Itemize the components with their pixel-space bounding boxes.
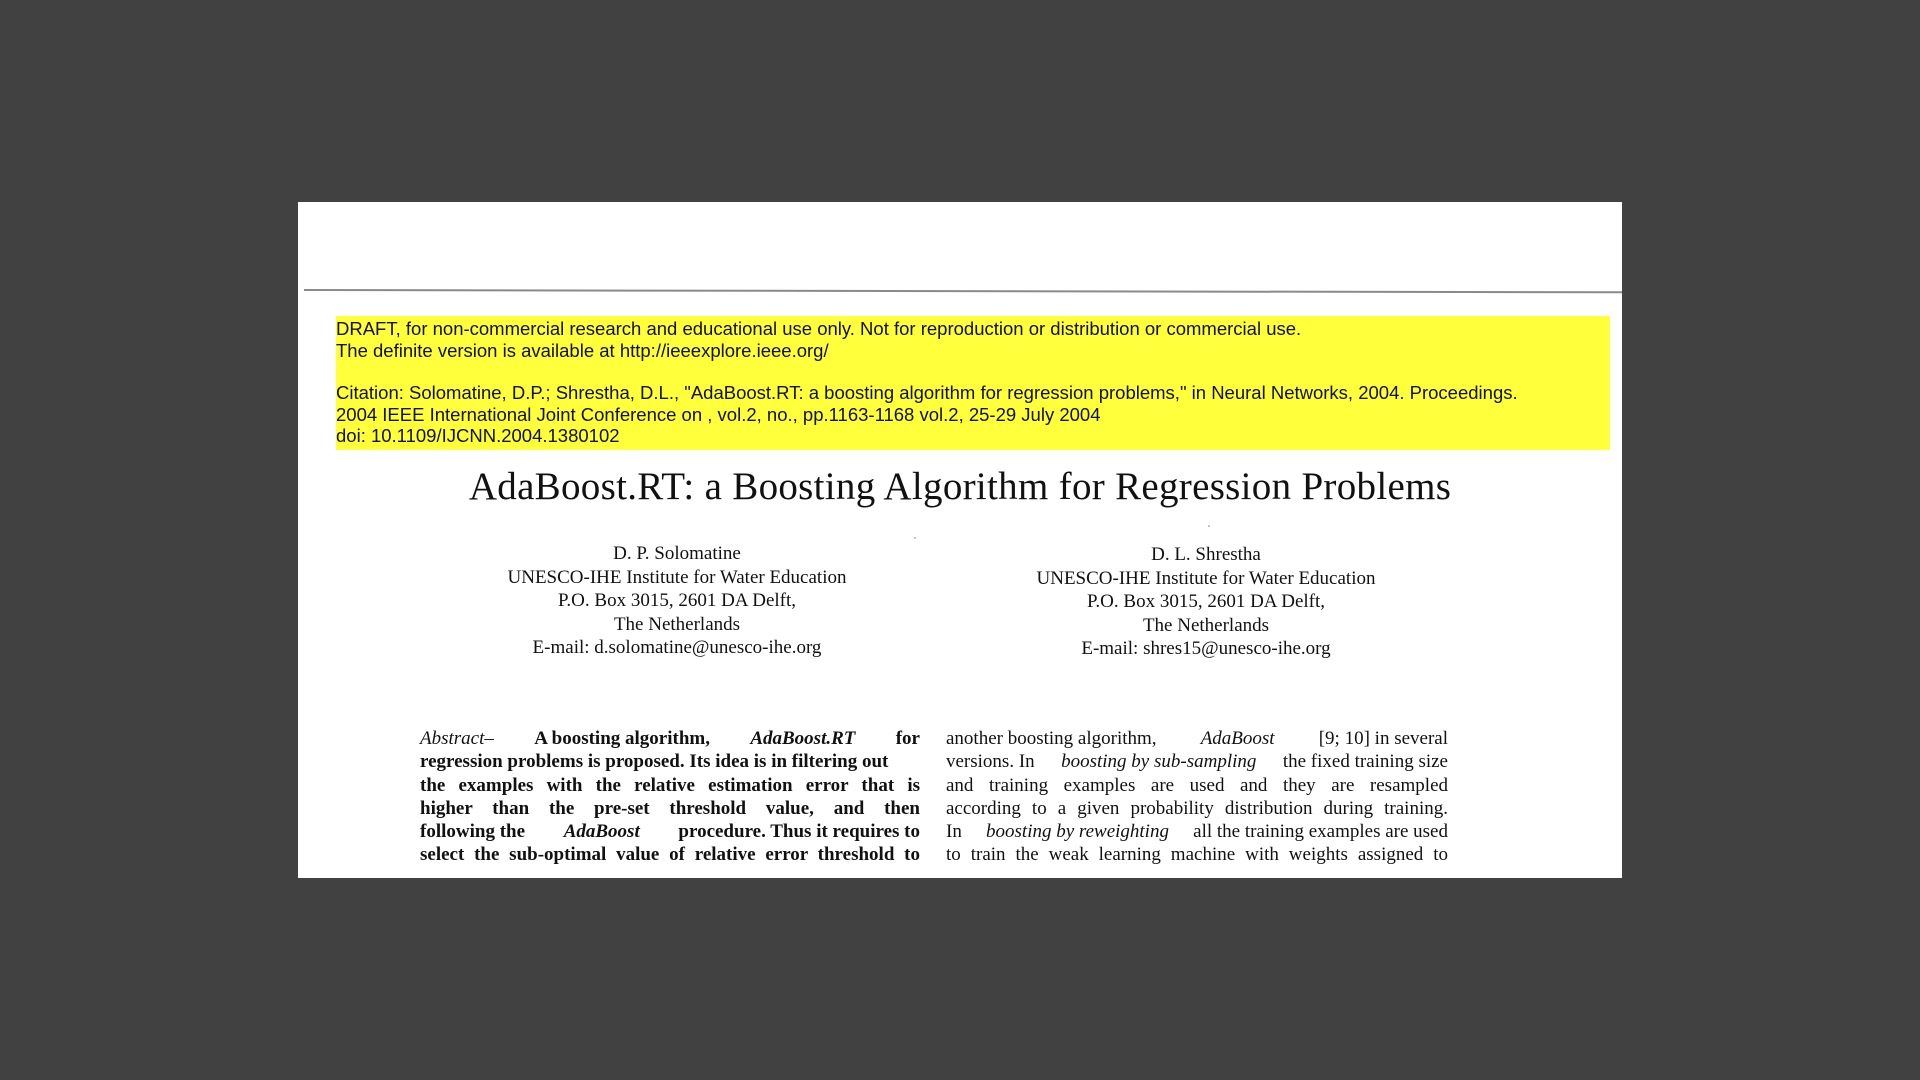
body-line: In boosting by reweighting all the training examples are used bbox=[946, 821, 1448, 843]
author-country: The Netherlands bbox=[613, 613, 741, 635]
abstract-line: regression problems is proposed. Its idea is in filtering out bbox=[420, 751, 889, 773]
abstract-line: higher than the pre-set threshold value, and then bbox=[420, 797, 920, 819]
body-line: versions. In boosting by sub-sampling the fixed training size bbox=[946, 751, 1448, 773]
author-affiliation: UNESCO-IHE Institute for Water Education bbox=[1036, 567, 1376, 589]
citation-line: Citation: Solomatine, D.P.; Shrestha, D.L., "AdaBoost.RT: a boosting algorithm for regression problems," in Neural Networks, 2004. Proceedings. bbox=[336, 382, 1518, 403]
author-name: D. P. Solomatine bbox=[613, 543, 741, 564]
notice-line: The definite version is available at http://ieeexplore.ieee.org/ bbox=[336, 339, 829, 361]
author-address: P.O. Box 3015, 2601 DA Delft, bbox=[557, 590, 797, 611]
abstract-line: select the sub-optimal value of relative error threshold to bbox=[420, 844, 920, 866]
author-block-1 bbox=[427, 542, 927, 660]
citation-line: 2004 IEEE International Joint Conference on , vol.2, no., pp.1163-1168 vol.2, 25-29 July 2004 bbox=[336, 403, 1101, 425]
notice-line: DRAFT, for non-commercial research and educational use only. Not for reproduction or distribution or commercial use. bbox=[336, 318, 1302, 339]
author-address: P.O. Box 3015, 2601 DA Delft, bbox=[1086, 591, 1326, 612]
body-line: to train the weak learning machine with weights assigned to bbox=[946, 844, 1448, 866]
author-email: E-mail: shres15@unesco-ihe.org bbox=[1081, 638, 1331, 659]
author-affiliation: UNESCO-IHE Institute for Water Education bbox=[507, 566, 847, 588]
author-email: E-mail: d.solomatine@unesco-ihe.org bbox=[532, 637, 822, 658]
notice-spacer bbox=[336, 361, 1610, 382]
abstract-column bbox=[420, 727, 920, 867]
body-line: another boosting algorithm, AdaBoost [9; 10] in several bbox=[946, 728, 1448, 749]
author-block-2 bbox=[956, 543, 1456, 661]
scan-speck bbox=[914, 537, 916, 539]
document-page bbox=[298, 202, 1622, 878]
abstract-line: the examples with the relative estimation error that is bbox=[420, 774, 920, 796]
body-line: according to a given probability distribution during training. bbox=[946, 797, 1448, 819]
doi-line: doi: 10.1109/IJCNN.2004.1380102 bbox=[336, 425, 620, 446]
scan-speck bbox=[1208, 525, 1210, 527]
abstract-line: Abstract– A boosting algorithm, AdaBoost.RT for bbox=[420, 728, 920, 749]
abstract-line: following the AdaBoost procedure. Thus it requires to bbox=[420, 821, 920, 843]
header-rule bbox=[304, 289, 1622, 293]
author-name: D. L. Shrestha bbox=[1151, 544, 1261, 565]
body-column-right bbox=[946, 727, 1448, 867]
author-country: The Netherlands bbox=[1142, 614, 1270, 636]
body-line: and training examples are used and they are resampled bbox=[946, 774, 1448, 796]
abstract-label: Abstract– bbox=[420, 728, 494, 749]
draft-notice-highlight bbox=[336, 316, 1610, 450]
paper-title: AdaBoost.RT: a Boosting Algorithm for Regression Problems bbox=[468, 465, 1452, 508]
